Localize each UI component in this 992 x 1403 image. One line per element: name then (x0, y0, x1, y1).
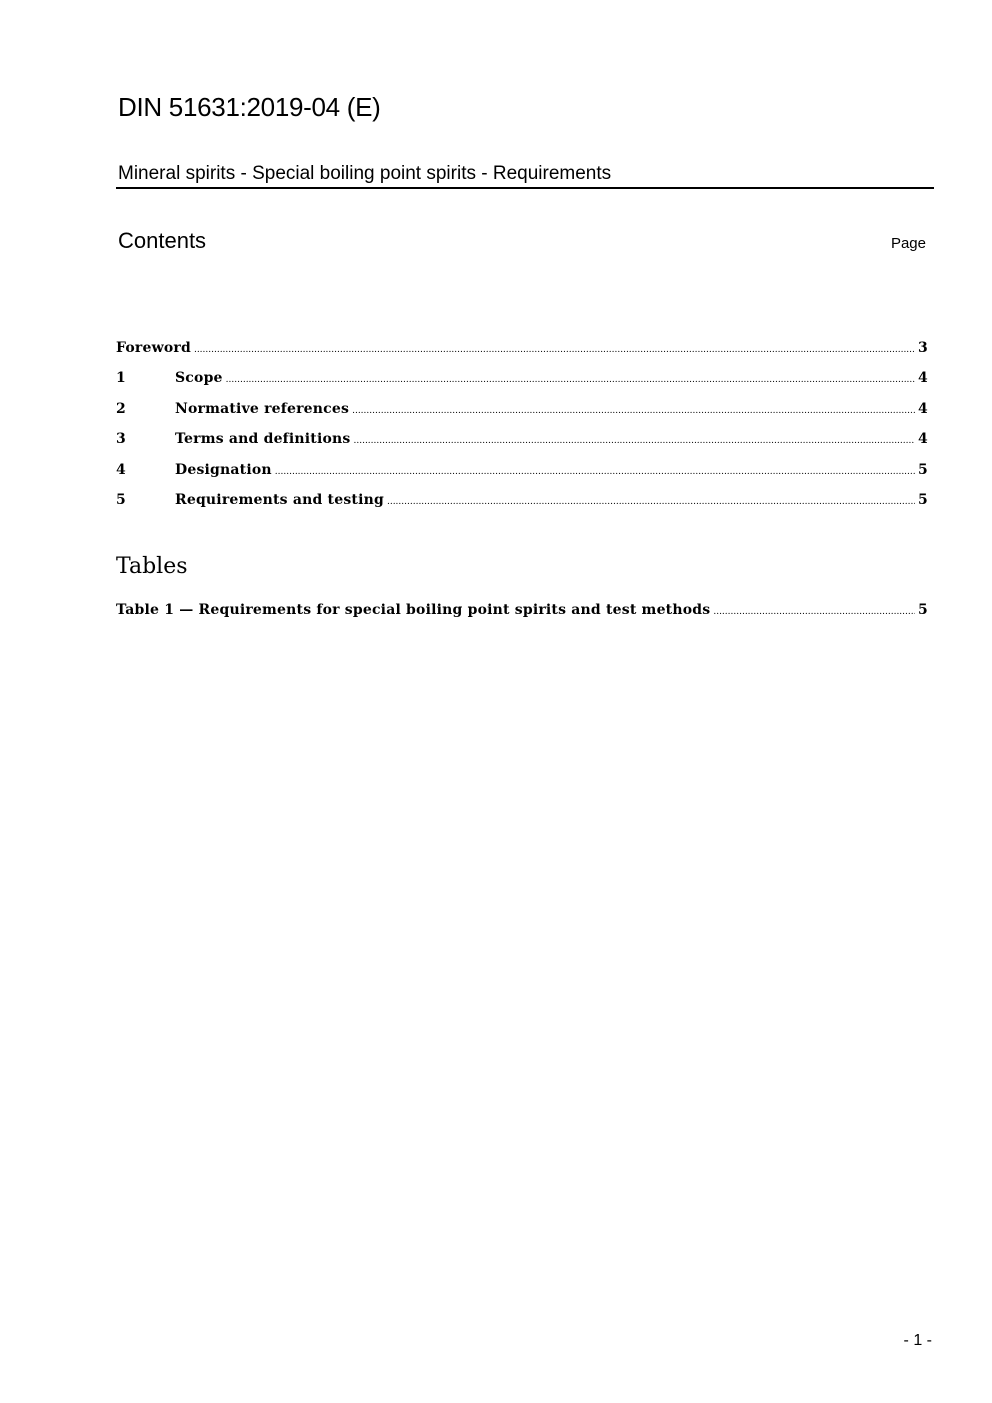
toc-dot-leader (226, 375, 915, 385)
toc-entry-normative-references[interactable] (116, 401, 928, 431)
toc-dot-leader (352, 406, 915, 416)
footer-page-number: - 1 - (903, 1332, 932, 1349)
toc-entry-page: 4 (918, 370, 928, 387)
toc-dot-leader (713, 607, 915, 617)
toc-entry-page: 3 (918, 340, 928, 356)
toc-entry-number: 3 (116, 431, 126, 448)
toc-entry-number: 2 (116, 400, 126, 417)
subtitle-underline (116, 187, 934, 189)
table-entry-table-1[interactable] (116, 602, 928, 632)
toc-entry-page: 5 (918, 491, 928, 508)
list-of-tables (116, 602, 928, 632)
toc-entry-page: 5 (918, 461, 928, 478)
toc-entry-page: 4 (918, 431, 928, 448)
toc-entry-number: 1 (116, 370, 126, 387)
toc-entry-label: Foreword (116, 340, 191, 356)
toc-dot-leader (194, 345, 915, 355)
document-subtitle: Mineral spirits - Special boiling point spirits - Requirements (118, 163, 612, 184)
table-entry-page: 5 (918, 602, 928, 618)
contents-heading: Contents (118, 228, 207, 253)
toc-entry-label: Requirements and testing (175, 491, 384, 508)
toc-entry-label: Normative references (175, 400, 350, 417)
toc-entry-label: Designation (175, 461, 272, 478)
document-title: DIN 51631:2019-04 (E) (118, 92, 381, 122)
toc-dot-leader (354, 436, 916, 446)
toc-entry-number: 4 (116, 461, 126, 478)
toc-entry-scope[interactable] (116, 370, 928, 400)
toc-entry-designation[interactable] (116, 462, 928, 492)
toc-entry-page: 4 (918, 400, 928, 417)
table-entry-label: Table 1 — Requirements for special boiling point spirits and test methods (116, 602, 711, 618)
table-of-contents (116, 340, 928, 522)
toc-entry-label: Scope (175, 370, 223, 387)
toc-entry-requirements-and-testing[interactable] (116, 492, 928, 522)
toc-entry-number: 5 (116, 491, 126, 508)
toc-entry-label: Terms and definitions (175, 431, 351, 448)
page-column-label: Page (890, 235, 926, 252)
toc-dot-leader (387, 497, 915, 507)
tables-heading: Tables (116, 554, 188, 579)
toc-dot-leader (275, 467, 915, 477)
toc-entry-terms-and-definitions[interactable] (116, 431, 928, 461)
toc-entry-foreword[interactable] (116, 340, 928, 370)
